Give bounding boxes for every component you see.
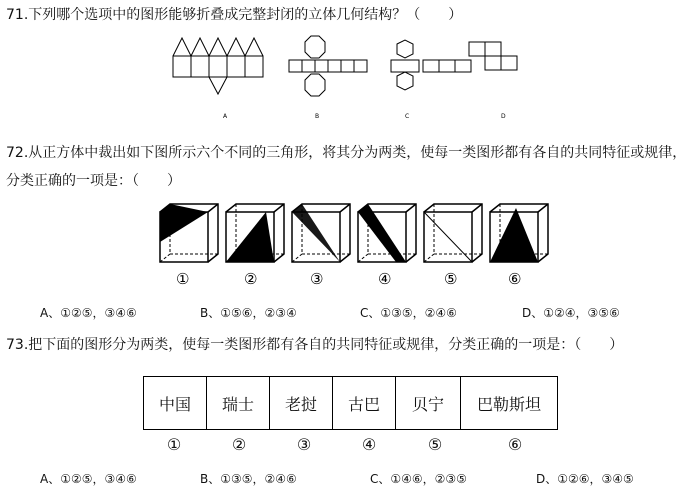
question-72-line2: 分类正确的一项是：（ ） bbox=[6, 173, 181, 189]
cube-label-6: ⑥ bbox=[508, 270, 522, 288]
cube-4 bbox=[358, 204, 416, 262]
q72-option-a[interactable]: A、①②⑤，③④⑥ bbox=[40, 306, 137, 320]
country-cell-3: 老挝 bbox=[270, 377, 333, 430]
cube-2 bbox=[226, 204, 284, 262]
q71-figure-a bbox=[173, 38, 263, 94]
q71-label-a: A bbox=[223, 113, 228, 120]
q71-figure-d bbox=[469, 42, 517, 70]
q71-figure-b bbox=[289, 36, 367, 96]
country-number-5: ⑤ bbox=[427, 435, 443, 454]
q71-figures bbox=[165, 30, 525, 125]
q72-option-c[interactable]: C、①③⑤，②④⑥ bbox=[360, 306, 457, 320]
q71-figure-c bbox=[391, 40, 471, 90]
q73-option-a[interactable]: A、①②⑤，③④⑥ bbox=[40, 472, 137, 486]
country-number-2: ② bbox=[231, 435, 247, 454]
country-table bbox=[143, 376, 558, 430]
country-cell-6: 巴勒斯坦 bbox=[461, 377, 558, 430]
q71-label-b: B bbox=[315, 113, 320, 120]
question-71-text: 71.下列哪个选项中的图形能够折叠成完整封闭的立体几何结构？（ ） bbox=[6, 7, 463, 23]
country-cell-5: 贝宁 bbox=[396, 377, 461, 430]
cube-label-3: ③ bbox=[310, 270, 324, 288]
cube-label-4: ④ bbox=[378, 270, 392, 288]
q72-cubes bbox=[150, 198, 560, 288]
question-72-line1: 72.从正方体中裁出如下图所示六个不同的三角形，将其分为两类，使每一类图形都有各自的共同特征或规律， bbox=[6, 145, 687, 161]
country-cell-2: 瑞士 bbox=[207, 377, 270, 430]
q73-option-d[interactable]: D、①②⑥，③④⑤ bbox=[536, 472, 634, 486]
q71-label-c: C bbox=[405, 113, 410, 120]
cube-3 bbox=[292, 204, 350, 262]
cube-label-1: ① bbox=[176, 270, 190, 288]
question-73-text: 73.把下面的图形分为两类，使每一类图形都有各自的共同特征或规律，分类正确的一项是：（ ） bbox=[6, 337, 624, 353]
q72-option-b[interactable]: B、①⑤⑥，②③④ bbox=[200, 306, 297, 320]
q71-label-d: D bbox=[501, 113, 506, 120]
country-number-4: ④ bbox=[361, 435, 377, 454]
country-cell-4: 古巴 bbox=[333, 377, 396, 430]
q72-option-d[interactable]: D、①②④，③⑤⑥ bbox=[522, 306, 620, 320]
q73-option-b[interactable]: B、①③⑤，②④⑥ bbox=[200, 472, 297, 486]
country-number-3: ③ bbox=[296, 435, 312, 454]
country-number-1: ① bbox=[166, 435, 182, 454]
country-cell-1: 中国 bbox=[144, 377, 207, 430]
cube-label-5: ⑤ bbox=[444, 270, 458, 288]
cube-6 bbox=[490, 204, 548, 262]
cube-label-2: ② bbox=[244, 270, 258, 288]
cube-1 bbox=[160, 204, 218, 262]
cube-5 bbox=[424, 204, 482, 262]
q73-option-c[interactable]: C、①④⑥，②③⑤ bbox=[370, 472, 467, 486]
country-number-6: ⑥ bbox=[507, 435, 523, 454]
